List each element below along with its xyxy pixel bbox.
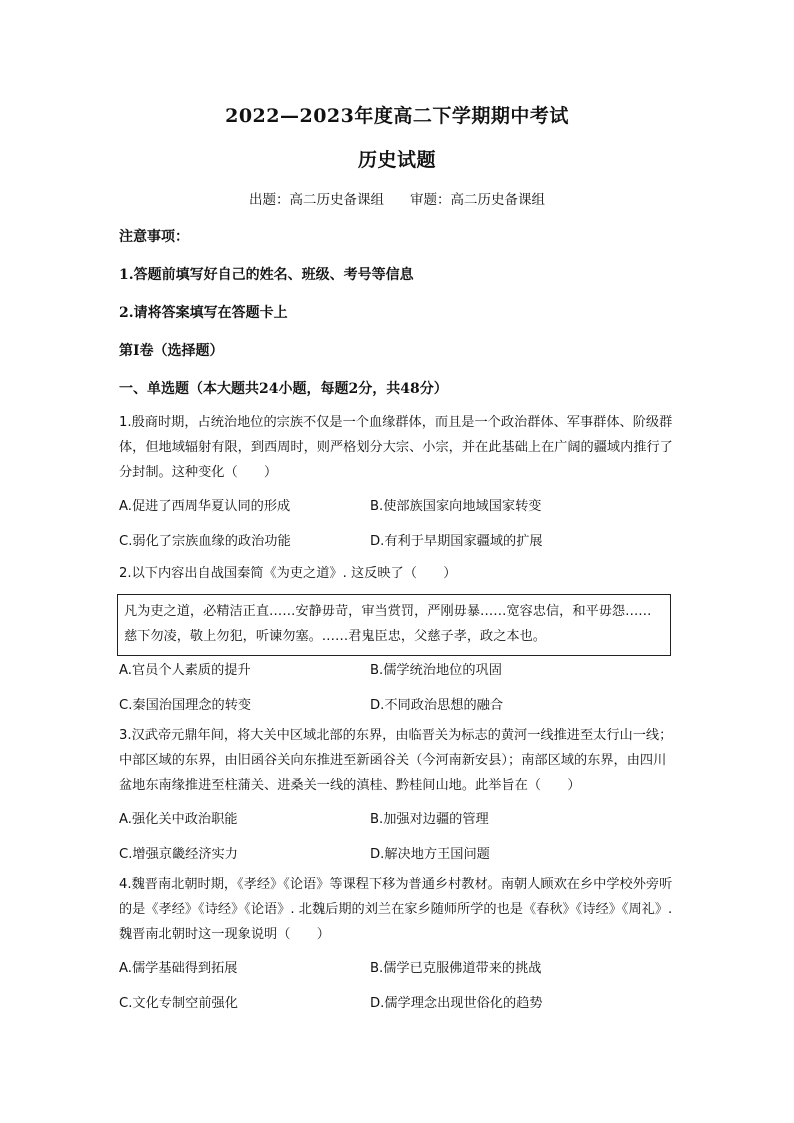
exam-title: 2022—2023年度高二下学期期中考试 <box>225 105 569 127</box>
note-item-2: 2.请将答案填写在答题卡上 <box>119 305 288 321</box>
question-3-option-b[interactable]: B.加强对边疆的管理 <box>370 812 489 827</box>
question-4-option-d[interactable]: D.儒学理念出现世俗化的趋势 <box>370 996 543 1011</box>
note-item-1: 1.答题前填写好自己的姓名、班级、考号等信息 <box>119 267 414 283</box>
question-4-option-c[interactable]: C.文化专制空前强化 <box>119 996 238 1011</box>
authors-line <box>0 188 794 208</box>
notes-heading: 注意事项： <box>119 229 189 245</box>
question-1-stem: 1.殷商时期，占统治地位的宗族不仅是一个血缘群体，而且是一个政治群体、军事群体、阶级群体，但地域辐射有限，到西周时，则严格划分大宗、小宗，并在此基础上在广阔的疆域内推行了分封制。这种变化（ ） <box>119 415 673 480</box>
section-heading: 一、单选题（本大题共24小题，每题2分，共48分） <box>119 381 448 397</box>
question-2-option-c[interactable]: C.秦国治国理念的转变 <box>119 698 252 713</box>
question-3-options-row-1 <box>119 808 679 830</box>
question-4-options-row-1 <box>119 957 679 979</box>
question-3-option-c[interactable]: C.增强京畿经济实力 <box>119 847 238 862</box>
question-1-option-c[interactable]: C.弱化了宗族血缘的政治功能 <box>119 534 291 549</box>
question-2-stem: 2.以下内容出自战国秦简《为吏之道》. 这反映了（ ） <box>119 566 457 581</box>
question-2-option-d[interactable]: D.不同政治思想的融合 <box>370 698 504 713</box>
question-2-option-a[interactable]: A.官员个人素质的提升 <box>119 663 251 678</box>
question-4-options-row-2 <box>119 992 679 1014</box>
question-3-options-row-2 <box>119 843 679 865</box>
question-1-option-a[interactable]: A.促进了西周华夏认同的形成 <box>119 499 291 514</box>
question-2-options-row-2 <box>119 694 679 716</box>
question-4-option-a[interactable]: A.儒学基础得到拓展 <box>119 961 238 976</box>
question-3-option-d[interactable]: D.解决地方王国问题 <box>370 847 490 862</box>
question-3-stem: 3.汉武帝元鼎年间，将大关中区域北部的东界，由临晋关为标志的黄河一线推进至太行山一线；中部区域的东界，由旧函谷关向东推进至新函谷关（今河南新安县）；南部区域的东界，由四川盆地东南缘推进至柱蒲关、进桑关一线的滇桂、黔桂间山地。此举旨在（ ） <box>119 728 673 793</box>
question-1-options-row-2 <box>119 530 679 552</box>
question-1-options-row-1 <box>119 495 679 517</box>
question-2-options-row-1 <box>119 659 679 681</box>
question-4-option-b[interactable]: B.儒学已克服佛道带来的挑战 <box>370 961 542 976</box>
question-3-option-a[interactable]: A.强化关中政治职能 <box>119 812 238 827</box>
question-1-option-d[interactable]: D.有利于早期国家疆域的扩展 <box>370 534 543 549</box>
question-2-quote-box: 凡为吏之道，必精洁正直……安静毋苛，审当赏罚，严刚毋暴……宽容忠信，和平毋怨……慈下勿凌，敬上勿犯，听谏勿塞。……君鬼臣忠，父慈子孝，政之本也。 <box>117 594 671 656</box>
question-1-option-b[interactable]: B.使部族国家向地域国家转变 <box>370 499 542 514</box>
reviewer-text: 审题：高二历史备课组 <box>410 192 545 208</box>
part-heading: 第I卷（选择题） <box>119 343 224 359</box>
exam-subject: 历史试题 <box>357 149 436 171</box>
setter-text: 出题：高二历史备课组 <box>249 192 384 208</box>
question-2-option-b[interactable]: B.儒学统治地位的巩固 <box>370 663 502 678</box>
question-4-stem: 4.魏晋南北朝时期，《孝经》《论语》等课程下移为普通乡村教材。南朝人顾欢在乡中学校外旁听的是《孝经》《诗经》《论语》. 北魏后期的刘兰在家乡随师所学的也是《春秋》《诗经》《周礼》. 魏晋南北朝时这一现象说明（ ） <box>119 877 673 942</box>
